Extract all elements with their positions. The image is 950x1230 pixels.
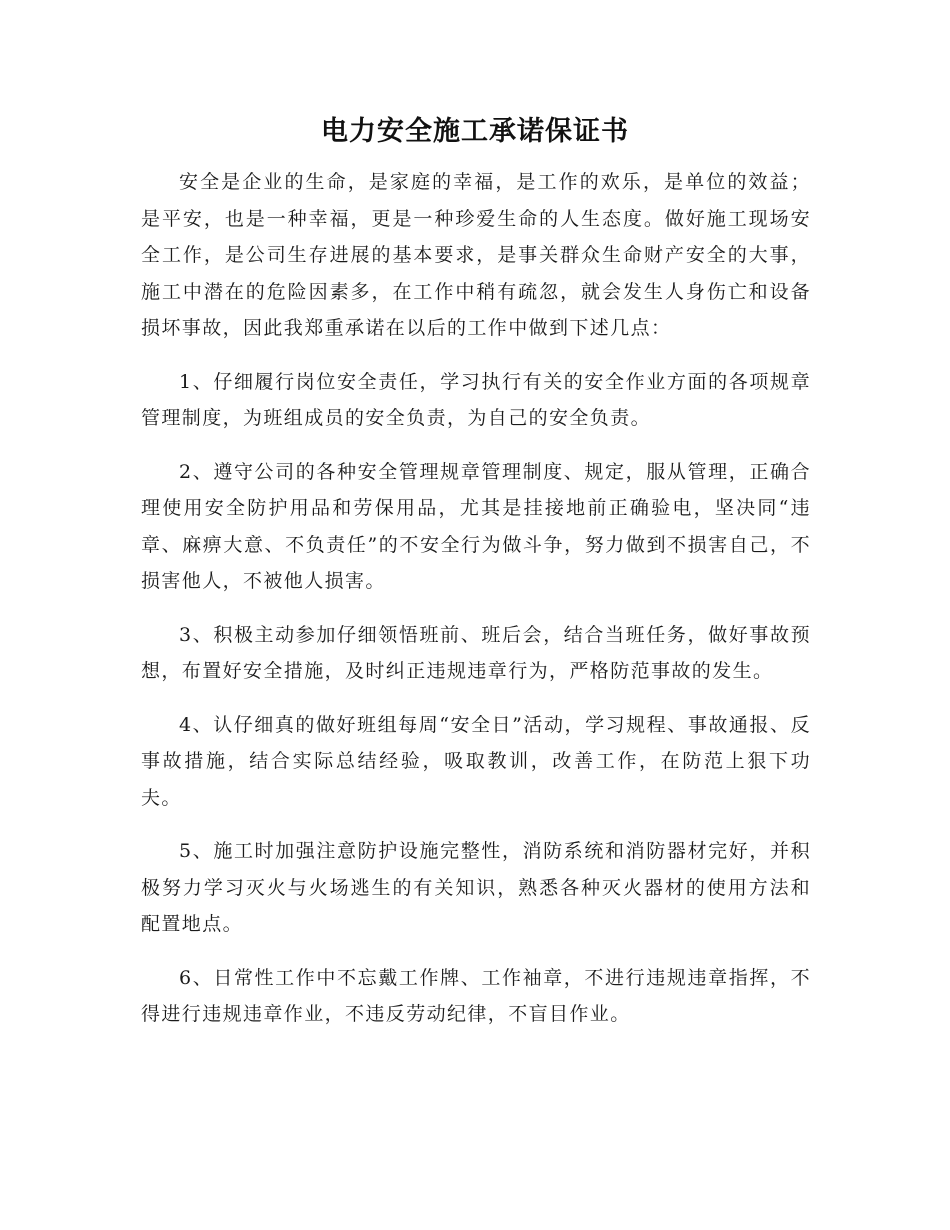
document-body: [141, 164, 811, 1033]
clause-1-paragraph: 1、仔细履行岗位安全责任，学习执行有关的安全作业方面的各项规章管理制度，为班组成员的安全负责，为自己的安全负责。: [141, 370, 811, 429]
clause-4-paragraph: 4、认仔细真的做好班组每周“安全日”活动，学习规程、事故通报、反事故措施，结合实际总结经验，吸取教训，改善工作，在防范上狠下功夫。: [141, 713, 811, 809]
document-title: 电力安全施工承诺保证书: [321, 116, 629, 147]
clause-3-paragraph: 3、积极主动参加仔细领悟班前、班后会，结合当班任务，做好事故预想，布置好安全措施，及时纠正违规违章行为，严格防范事故的发生。: [141, 623, 811, 682]
intro-paragraph: 安全是企业的生命，是家庭的幸福，是工作的欢乐，是单位的效益；是平安，也是一种幸福，更是一种珍爱生命的人生态度。做好施工现场安全工作，是公司生存进展的基本要求，是事关群众生命财产安全的大事，施工中潜在的危险因素多，在工作中稍有疏忽，就会发生人身伤亡和设备损坏事故，因此我郑重承诺在以后的工作中做到下述几点：: [141, 171, 811, 339]
clause-5-paragraph: 5、施工时加强注意防护设施完整性，消防系统和消防器材完好，并积极努力学习灭火与火场逃生的有关知识，熟悉各种灭火器材的使用方法和配置地点。: [141, 840, 811, 935]
clause-2-paragraph: 2、遵守公司的各种安全管理规章管理制度、规定，服从管理，正确合理使用安全防护用品和劳保用品，尤其是挂接地前正确验电，坚决同“违章、麻痹大意、不负责任”的不安全行为做斗争，努力做到不损害自己，不损害他人，不被他人损害。: [141, 460, 811, 592]
clause-6-paragraph: 6、日常性工作中不忘戴工作牌、工作袖章，不进行违规违章指挥，不得进行违规违章作业，不违反劳动纪律，不盲目作业。: [141, 966, 811, 1025]
